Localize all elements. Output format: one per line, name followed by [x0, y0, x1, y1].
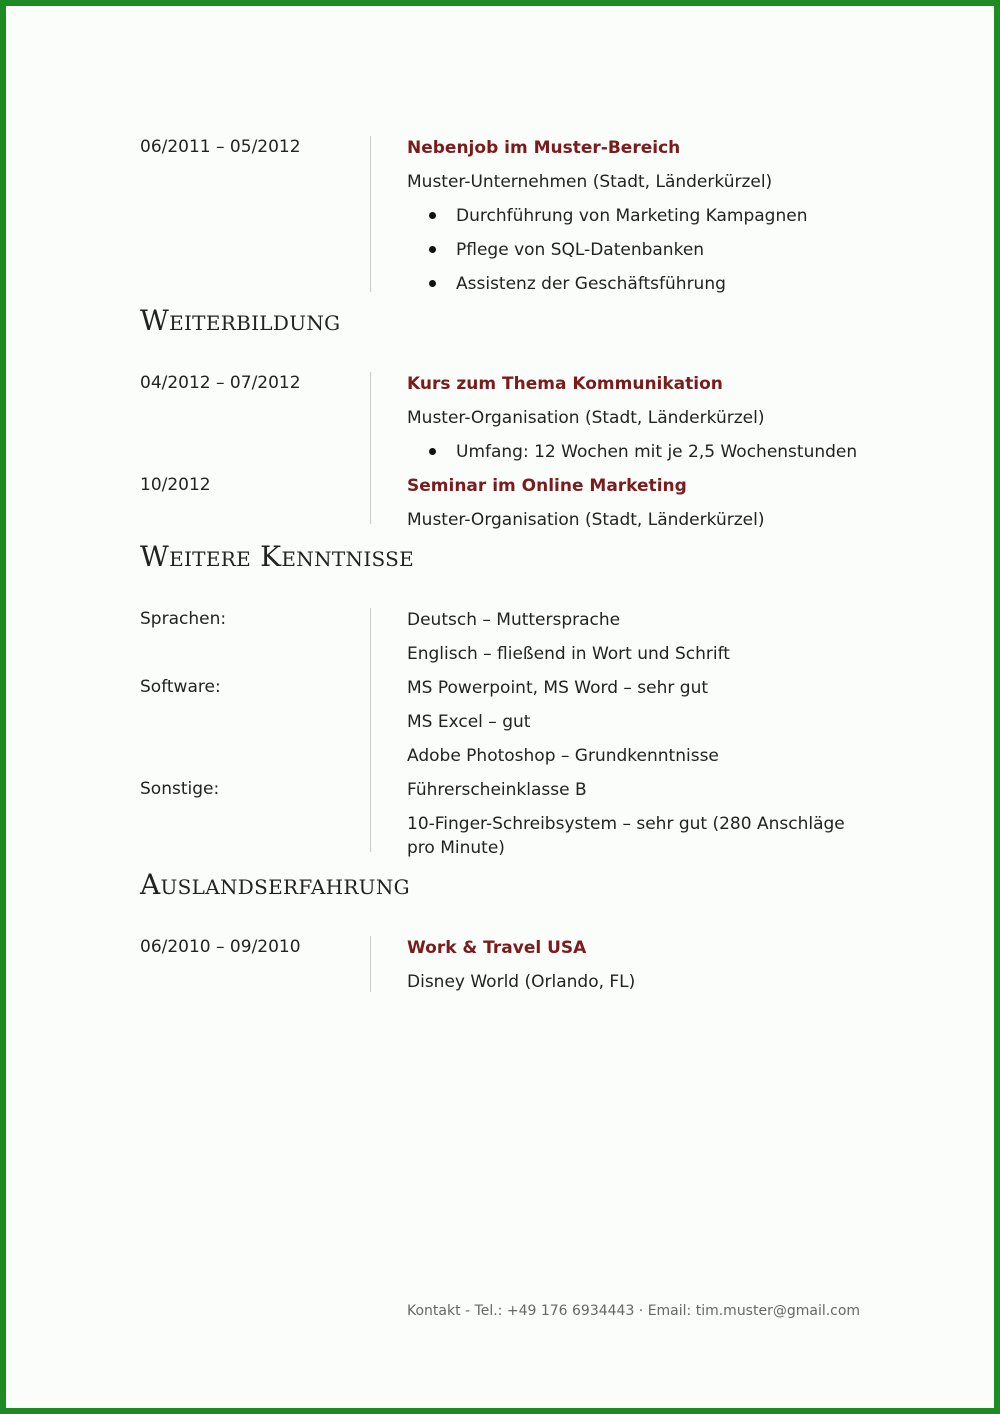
seminar-org: Muster-Organisation (Stadt, Länderkürzel)	[407, 510, 765, 530]
software-item: MS Excel – gut	[407, 712, 531, 732]
ausland-place-row	[140, 970, 870, 1004]
job-title: Nebenjob im Muster-Bereich	[407, 138, 681, 158]
ausland-date: 06/2010 – 09/2010	[140, 937, 301, 957]
contact-footer: Kontakt - Tel.: +49 176 6934443 · Email: tim.muster@gmail.com	[407, 1303, 861, 1319]
kenntnisse-heading: Weitere Kenntnisse	[140, 540, 415, 573]
job-bullet: Pflege von SQL-Datenbanken	[456, 240, 705, 260]
weiterbildung-heading: Weiterbildung	[140, 304, 341, 337]
kenntnisse-section	[140, 608, 870, 870]
sonstige-label: Sonstige:	[140, 779, 220, 799]
job-section	[140, 136, 870, 306]
sprache-item: Deutsch – Muttersprache	[407, 610, 621, 630]
job-bullet: Durchführung von Marketing Kampagnen	[456, 206, 808, 226]
bullet-icon	[429, 246, 436, 253]
list-item	[140, 204, 870, 238]
sprachen-row	[140, 642, 870, 676]
seminar-org-row	[140, 508, 870, 542]
job-bullet: Assistenz der Geschäftsführung	[456, 274, 726, 294]
ausland-place: Disney World (Orlando, FL)	[407, 972, 636, 992]
software-row	[140, 710, 870, 744]
job-company: Muster-Unternehmen (Stadt, Länderkürzel)	[407, 172, 773, 192]
ausland-section	[140, 936, 870, 1004]
weiterbildung-section	[140, 372, 870, 542]
course-title-row	[140, 372, 870, 406]
software-item: MS Powerpoint, MS Word – sehr gut	[407, 678, 709, 698]
software-label: Software:	[140, 677, 221, 697]
bullet-icon	[429, 212, 436, 219]
job-date: 06/2011 – 05/2012	[140, 137, 301, 157]
course-bullet: Umfang: 12 Wochen mit je 2,5 Wochenstunden	[456, 442, 858, 462]
job-company-row	[140, 170, 870, 204]
list-item	[140, 238, 870, 272]
sonstige-item: 10-Finger-Schreibsystem – sehr gut (280 Anschläge pro Minute)	[407, 814, 845, 858]
bullet-icon	[429, 448, 436, 455]
course-org: Muster-Organisation (Stadt, Länderkürzel)	[407, 408, 765, 428]
software-item: Adobe Photoshop – Grundkenntnisse	[407, 746, 719, 766]
course-date: 04/2012 – 07/2012	[140, 373, 301, 393]
sprachen-label: Sprachen:	[140, 609, 227, 629]
software-row	[140, 676, 870, 710]
course-title: Kurs zum Thema Kommunikation	[407, 374, 723, 394]
ausland-title: Work & Travel USA	[407, 938, 587, 958]
job-title-row	[140, 136, 870, 170]
list-item	[140, 272, 870, 306]
list-item	[140, 440, 870, 474]
sonstige-row	[140, 812, 870, 870]
software-row	[140, 744, 870, 778]
sprache-item: Englisch – fließend in Wort und Schrift	[407, 644, 730, 664]
sprachen-row	[140, 608, 870, 642]
course-org-row	[140, 406, 870, 440]
ausland-heading: Auslandserfahrung	[140, 868, 410, 901]
bullet-icon	[429, 280, 436, 287]
seminar-date: 10/2012	[140, 475, 211, 495]
sonstige-item: Führerscheinklasse B	[407, 780, 587, 800]
seminar-title-row	[140, 474, 870, 508]
sonstige-row	[140, 778, 870, 812]
seminar-title: Seminar im Online Marketing	[407, 476, 687, 496]
ausland-title-row	[140, 936, 870, 970]
